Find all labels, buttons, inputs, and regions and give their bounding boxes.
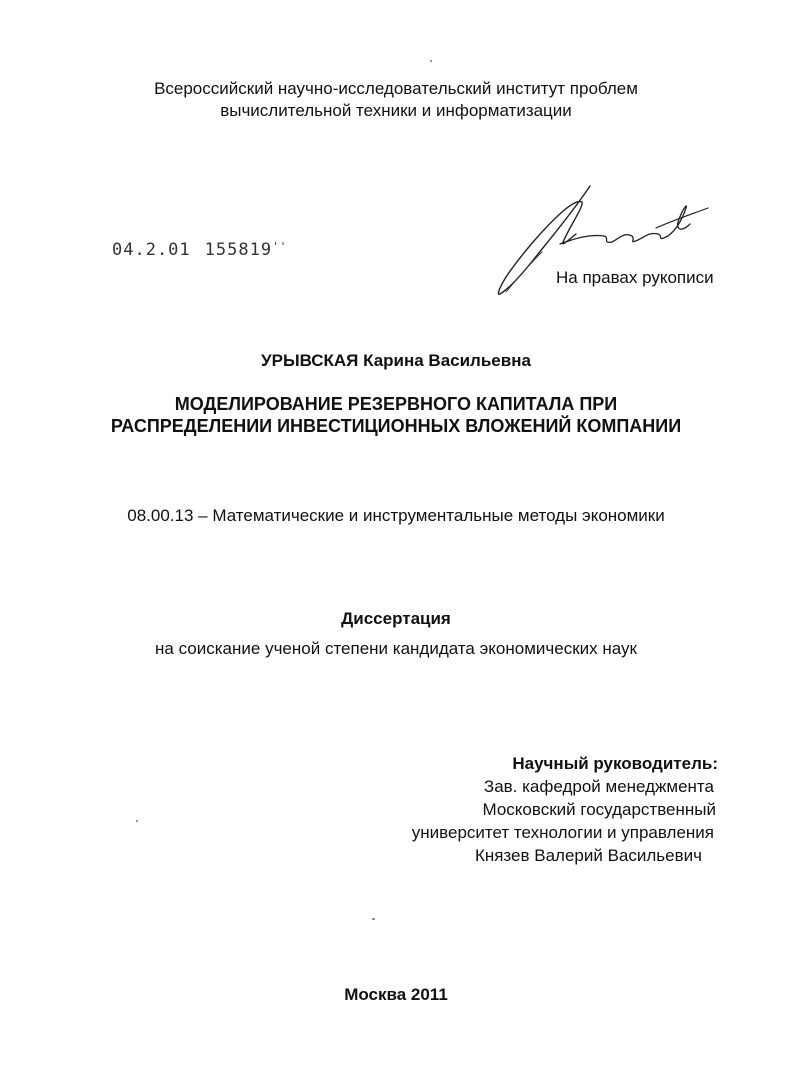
supervisor-org-line-1: Московский государственный (482, 800, 716, 819)
city-year: Москва 2011 (344, 985, 448, 1004)
registry-number: 155819 (204, 240, 273, 260)
manuscript-rights-note: На правах рукописи (556, 268, 714, 287)
author-name: УРЫВСКАЯ Карина Васильевна (261, 351, 531, 370)
dissertation-title-line-2: РАСПРЕДЕЛЕНИИ ИНВЕСТИЦИОННЫХ ВЛОЖЕНИЙ КОМПАНИИ (110, 416, 682, 436)
dissertation-degree: на соискание ученой степени кандидата экономических наук (155, 639, 637, 658)
supervisor-name: Князев Валерий Васильевич (474, 846, 702, 865)
scan-speck (136, 820, 138, 822)
scan-speck (372, 918, 375, 920)
supervisor-org-line-2: университет технологии и управления (411, 823, 714, 842)
dissertation-label: Диссертация (341, 609, 451, 628)
institute-name-line-1: Всероссийский научно-исследовательский институт проблем (154, 79, 638, 98)
registry-stamp: 04.2.01 155819'' (112, 240, 288, 260)
dissertation-title-line-1: МОДЕЛИРОВАНИЕ РЕЗЕРВНОГО КАПИТАЛА ПРИ (174, 394, 618, 414)
supervisor-position: Зав. кафедрой менеджмента (483, 777, 714, 796)
supervisor-heading: Научный руководитель: (512, 754, 718, 773)
registry-date: 04.2.01 (112, 240, 191, 260)
specialty-code: 08.00.13 – Математические и инструментальные методы экономики (127, 506, 665, 525)
institute-name-line-2: вычислительной техники и информатизации (220, 101, 572, 120)
scan-speck (430, 60, 432, 62)
supervisor-block (412, 752, 718, 867)
